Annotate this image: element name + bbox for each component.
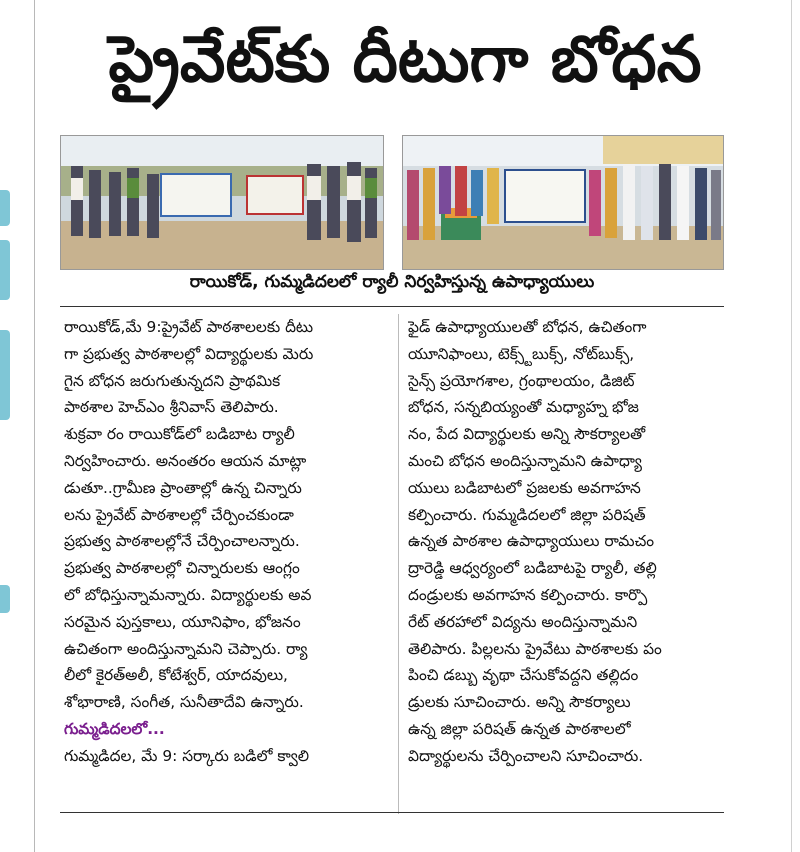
rally-photo-gummadidala-image <box>403 136 723 269</box>
body-text-line: యులు బడిబాటలో ప్రజలకు అవగాహన <box>408 478 641 497</box>
photo-caption: రాయికోడ్, గుమ్మడిదలలో ర్యాలీ నిర్వహిస్తున్న ఉపాధ్యాయులు <box>189 272 595 292</box>
body-text-line: తెలిపారు. పిల్లలను ప్రైవేటు పాఠశాలకు పం <box>408 639 662 658</box>
body-text-line: పించి డబ్బు వృథా చేసుకోవద్దని తల్లిదం <box>408 666 639 685</box>
article-bottom-rule <box>60 812 724 813</box>
body-text-line: ఉన్నత పాఠశాల ఉపాధ్యాయులు రామచం <box>408 532 655 551</box>
body-text-line: ప్రభుత్వ పాఠశాలల్లో చిన్నారులకు ఆంగ్లం <box>64 559 300 578</box>
body-text-line: డుతూ..గ్రామీణ ప్రాంతాల్లో ఉన్న చిన్నారు <box>64 478 302 497</box>
body-text-line: యూనిఫాంలు, టెక్స్ట్‌బుక్స్, నోట్‌బుక్స్, <box>408 344 635 363</box>
body-text-line: గా ప్రభుత్వ పాఠశాలల్లో విద్యార్థులకు మెరు <box>64 344 314 363</box>
adjacent-page-edge <box>0 0 35 852</box>
body-text-line: శుక్రవా రం రాయికోడ్‌లో బడిబాట ర్యాలీ <box>64 425 295 444</box>
body-text-line: ఫైడ్ ఉపాధ్యాయులతో బోధన, ఉచితంగా <box>408 318 647 336</box>
column-divider <box>398 314 399 814</box>
body-text-line: పాఠశాల హెచ్‌ఎం శ్రీనివాస్ తెలిపారు. <box>64 398 279 417</box>
body-text-line: గుమ్మడిదల, మే 9: సర్కారు బడిలో క్వాలి <box>64 746 310 765</box>
body-text-line: దండ్రులకు అవగాహన కల్పించారు. కార్పొ <box>408 585 648 604</box>
body-text-line: లీలో కైరత్‌అలీ, కోటేశ్వర్, యాదవులు, <box>64 666 288 685</box>
adjacent-page-fragment <box>0 585 10 613</box>
body-text-line: కల్పించారు. గుమ్మడిదలలో జిల్లా పరిషత్ <box>408 505 646 524</box>
adjacent-page-fragment <box>0 190 10 226</box>
body-text-line: లను ప్రైవేట్ పాఠశాలల్లో చేర్పించకుండా <box>64 505 294 524</box>
page-edge-rule <box>791 0 792 852</box>
article-column-right <box>408 314 738 770</box>
article-column-left <box>64 314 394 770</box>
article-headline: ప్రైవేట్‌కు దీటుగా బోధన <box>108 23 702 97</box>
section-subhead: గుమ్మడిదలలో... <box>64 719 165 738</box>
adjacent-page-fragment <box>0 330 10 420</box>
body-text-line: నిర్వహించారు. అనంతరం ఆయన మాట్లా <box>64 451 307 470</box>
body-text-line: విద్యార్థులను చేర్పించాలని సూచించారు. <box>408 746 644 765</box>
body-text-line: రేట్ తరహాలో విద్యను అందిస్తున్నామని <box>408 612 638 631</box>
body-text-line: ఉన్న జిల్లా పరిషత్ ఉన్నత పాఠశాలలో <box>408 719 631 738</box>
body-text-line: ఉచితంగా అందిస్తున్నామని చెప్పారు. ర్యా <box>64 639 308 658</box>
body-text-line: ద్రారెడ్డి ఆధ్వర్యంలో బడిబాటపై ర్యాలీ, తల్లి <box>408 559 657 578</box>
body-text-line: శోభారాణి, సంగీత, సునీతాదేవి ఉన్నారు. <box>64 693 304 712</box>
body-text-line: డ్రులకు సూచించారు. అన్ని సౌకర్యాలు <box>408 693 631 712</box>
body-text-line: లో బోధిస్తున్నామన్నారు. విద్యార్థులకు అవ <box>64 585 312 604</box>
rally-photo-gummadidala <box>402 135 724 270</box>
body-text-line: బోధన, సన్నబియ్యంతో మధ్యాహ్న భోజ <box>408 398 639 417</box>
body-text-line: మంచి బోధన అందిస్తున్నామని ఉపాధ్యా <box>408 451 642 470</box>
body-text-line: సైన్స్ ప్రయోగశాల, గ్రంథాలయం, డిజిట్ <box>408 371 635 390</box>
caption-rule <box>60 306 724 307</box>
rally-photo-raikode <box>60 135 384 270</box>
body-text-line: గైన బోధన జరుగుతున్నదని ప్రాథమిక <box>64 371 281 390</box>
body-text-line: రాయికోడ్,మే 9:ప్రైవేట్ పాఠశాలలకు దీటు <box>64 318 314 336</box>
body-text-line: నం, పేద విద్యార్థులకు అన్ని సౌకర్యాలతో <box>408 425 646 444</box>
adjacent-page-fragment <box>0 240 10 300</box>
body-text-line: ప్రభుత్వ పాఠశాలల్లోనే చేర్పించాలన్నారు. <box>64 532 300 551</box>
rally-photo-raikode-image <box>61 136 383 269</box>
body-text-line: సరమైన పుస్తకాలు, యూనిఫాం, భోజనం <box>64 612 301 631</box>
